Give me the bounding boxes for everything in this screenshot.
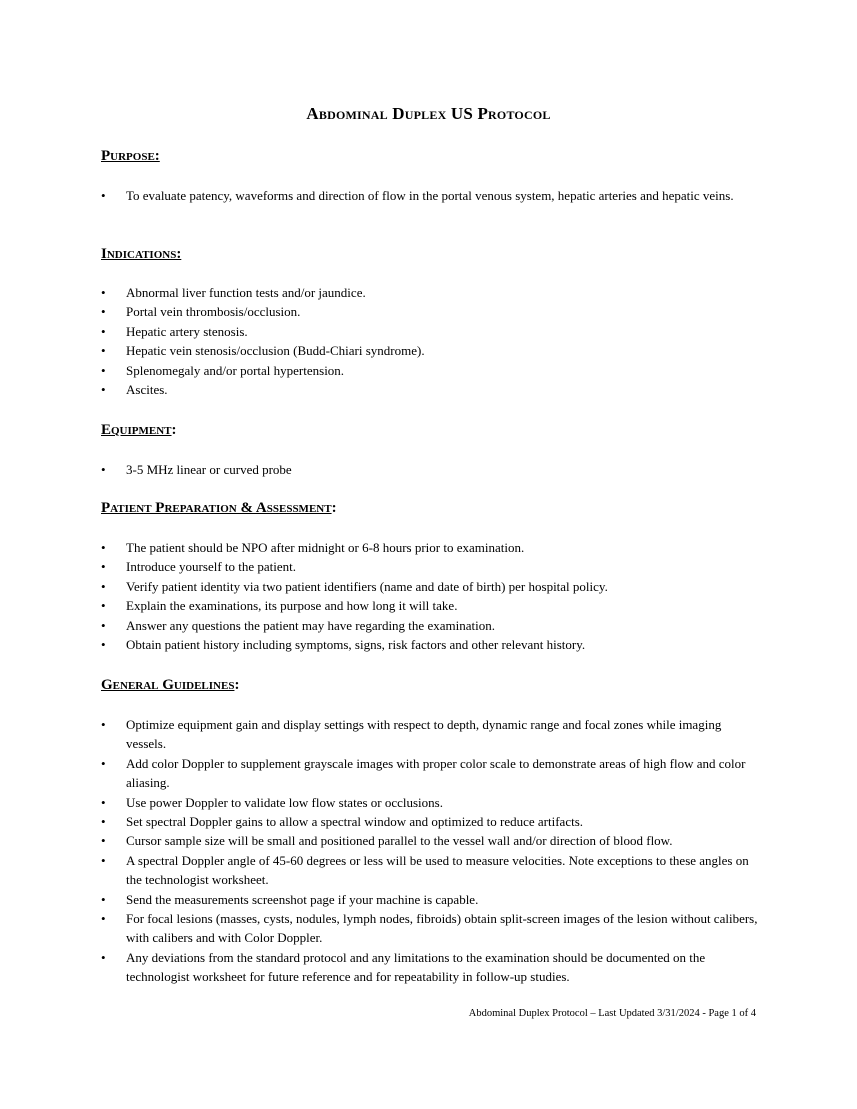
guidelines-heading <box>101 676 239 694</box>
list-item: • Ascites. <box>101 380 761 399</box>
list-item: • Explain the examinations, its purpose and how long it will take. <box>101 596 761 615</box>
bullet-icon: • <box>101 304 106 320</box>
list-item: • Introduce yourself to the patient. <box>101 557 761 576</box>
bullet-icon: • <box>101 559 106 575</box>
bullet-icon: • <box>101 911 106 927</box>
bullet-icon: • <box>101 285 106 300</box>
indications-list <box>101 283 761 399</box>
list-item: • Obtain patient history including symptoms, signs, risk factors and other relevant history. <box>101 635 761 654</box>
bullet-icon: • <box>101 637 106 653</box>
guidelines-heading-colon: : <box>234 677 240 693</box>
bullet-icon: • <box>101 462 106 477</box>
equipment-heading-text: Equipment <box>101 422 172 438</box>
preparation-list <box>101 538 761 654</box>
list-item: • Hepatic vein stenosis/occlusion (Budd-Chiari syndrome). <box>101 341 761 360</box>
preparation-heading-text: Patient Preparation & Assessment <box>101 500 332 516</box>
equipment-heading <box>101 421 177 439</box>
bullet-icon: • <box>101 814 106 830</box>
bullet-icon: • <box>101 617 106 633</box>
list-item: • Verify patient identity via two patient identifiers (name and date of birth) per hospital policy. <box>101 577 761 596</box>
bullet-icon: • <box>101 540 106 555</box>
page-footer: Abdominal Duplex Protocol – Last Updated 3/31/2024 - Page 1 of 4 <box>468 1008 756 1019</box>
bullet-icon: • <box>101 891 106 907</box>
list-item: • Cursor sample size will be small and positioned parallel to the vessel wall and/or direction of blood flow. <box>101 831 761 850</box>
list-item: • Add color Doppler to supplement grayscale images with proper color scale to demonstrate areas of high flow and color aliasing. <box>101 755 746 791</box>
list-item: • For focal lesions (masses, cysts, nodules, lymph nodes, fibroids) obtain split-screen images of the lesion without calibers, with calibers and with Color Doppler. <box>101 911 758 946</box>
list-item: • Hepatic artery stenosis. <box>101 322 761 341</box>
list-item: • Set spectral Doppler gains to allow a spectral window and optimized to reduce artifacts. <box>101 812 761 831</box>
list-item: • A spectral Doppler angle of 45-60 degrees or less will be used to measure velocities. Note exceptions to these angles on the technologist worksheet. <box>101 852 749 888</box>
bullet-icon: • <box>101 794 106 810</box>
list-item: • To evaluate patency, waveforms and direction of flow in the portal venous system, hepatic arteries and hepatic veins. <box>101 186 761 205</box>
bullet-icon: • <box>101 362 106 378</box>
list-item: • Use power Doppler to validate low flow states or occlusions. <box>101 793 761 812</box>
list-item: • Abnormal liver function tests and/or jaundice. <box>101 283 761 302</box>
guidelines-list <box>101 715 761 987</box>
bullet-icon: • <box>101 578 106 594</box>
list-item: • Optimize equipment gain and display settings with respect to depth, dynamic range and focal zones while imaging vessels. <box>101 717 722 752</box>
equipment-heading-colon: : <box>171 422 177 438</box>
bullet-icon: • <box>101 755 106 771</box>
preparation-heading-colon: : <box>331 500 337 516</box>
bullet-icon: • <box>101 598 106 614</box>
list-item: • Portal vein thrombosis/occlusion. <box>101 302 761 321</box>
bullet-icon: • <box>101 343 106 359</box>
list-item: • The patient should be NPO after midnight or 6-8 hours prior to examination. <box>101 538 761 557</box>
bullet-icon: • <box>101 188 106 203</box>
list-item: • Answer any questions the patient may have regarding the examination. <box>101 616 761 635</box>
document-title: Abdominal Duplex US Protocol <box>306 104 551 123</box>
indications-heading-text: Indications: <box>101 246 182 262</box>
preparation-heading <box>101 499 337 517</box>
equipment-list <box>101 460 761 479</box>
bullet-icon: • <box>101 717 106 732</box>
purpose-list <box>101 186 761 205</box>
purpose-heading <box>101 147 160 165</box>
purpose-heading-text: Purpose: <box>101 148 160 164</box>
list-item: • 3-5 MHz linear or curved probe <box>101 460 761 479</box>
bullet-icon: • <box>101 852 106 868</box>
guidelines-heading-text: General Guidelines <box>101 677 235 693</box>
list-item: • Any deviations from the standard protocol and any limitations to the examination should be documented on the technologist worksheet for future reference and for repeatability in follow-up studies. <box>101 949 706 985</box>
indications-heading <box>101 245 181 263</box>
bullet-icon: • <box>101 949 106 965</box>
list-item: • Send the measurements screenshot page if your machine is capable. <box>101 890 761 909</box>
bullet-icon: • <box>101 323 106 339</box>
bullet-icon: • <box>101 382 106 398</box>
list-item: • Splenomegaly and/or portal hypertension. <box>101 361 761 380</box>
bullet-icon: • <box>101 833 106 849</box>
